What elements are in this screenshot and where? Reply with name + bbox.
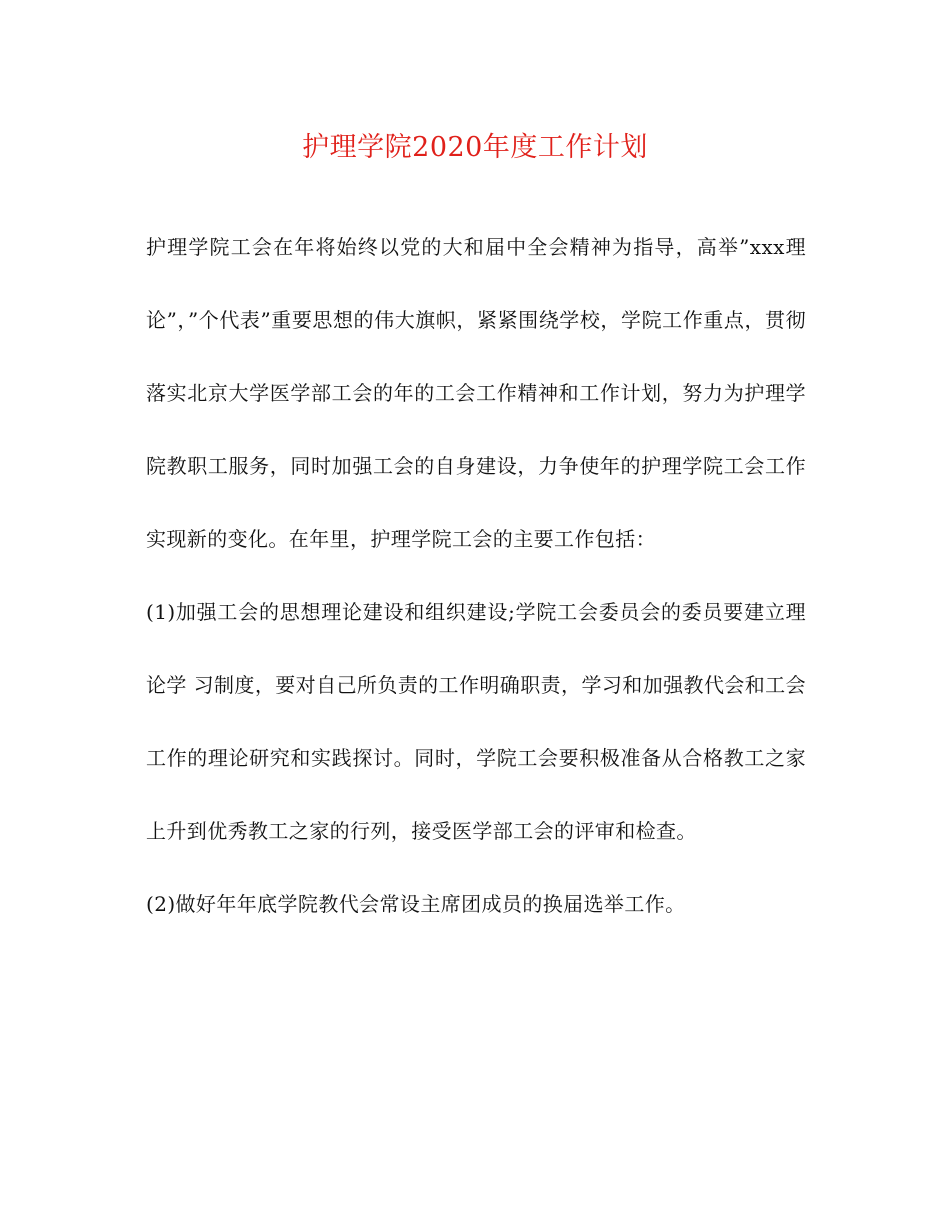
document-body <box>146 211 806 941</box>
paragraph-intro: 护理学院工会在年将始终以党的大和届中全会精神为指导，高举”xxx理论”，”个代表”重要思想的伟大旗帜，紧紧围绕学校，学院工作重点，贯彻落实北京大学医学部工会的年的工会工作精神和工作计划，努力为护理学院教职工服务，同时加强工会的自身建设，力争使年的护理学院工会工作实现新的变化。在年里，护理学院工会的主要工作包括： <box>146 235 806 551</box>
document-title: 护理学院2020年度工作计划 <box>302 132 648 163</box>
paragraph-item-1: (1)加强工会的思想理论建设和组织建设;学院工会委员会的委员要建立理论学 习制度，要对自己所负责的工作明确职责，学习和加强教代会和工会工作的理论研究和实践探讨。同时，学院工会要积极准备从合格教工之家上升到优秀教工之家的行列，接受医学部工会的评审和检查。 <box>146 600 806 843</box>
paragraph-item-2: (2)做好年年底学院教代会常设主席团成员的换届选举工作。 <box>146 892 686 916</box>
